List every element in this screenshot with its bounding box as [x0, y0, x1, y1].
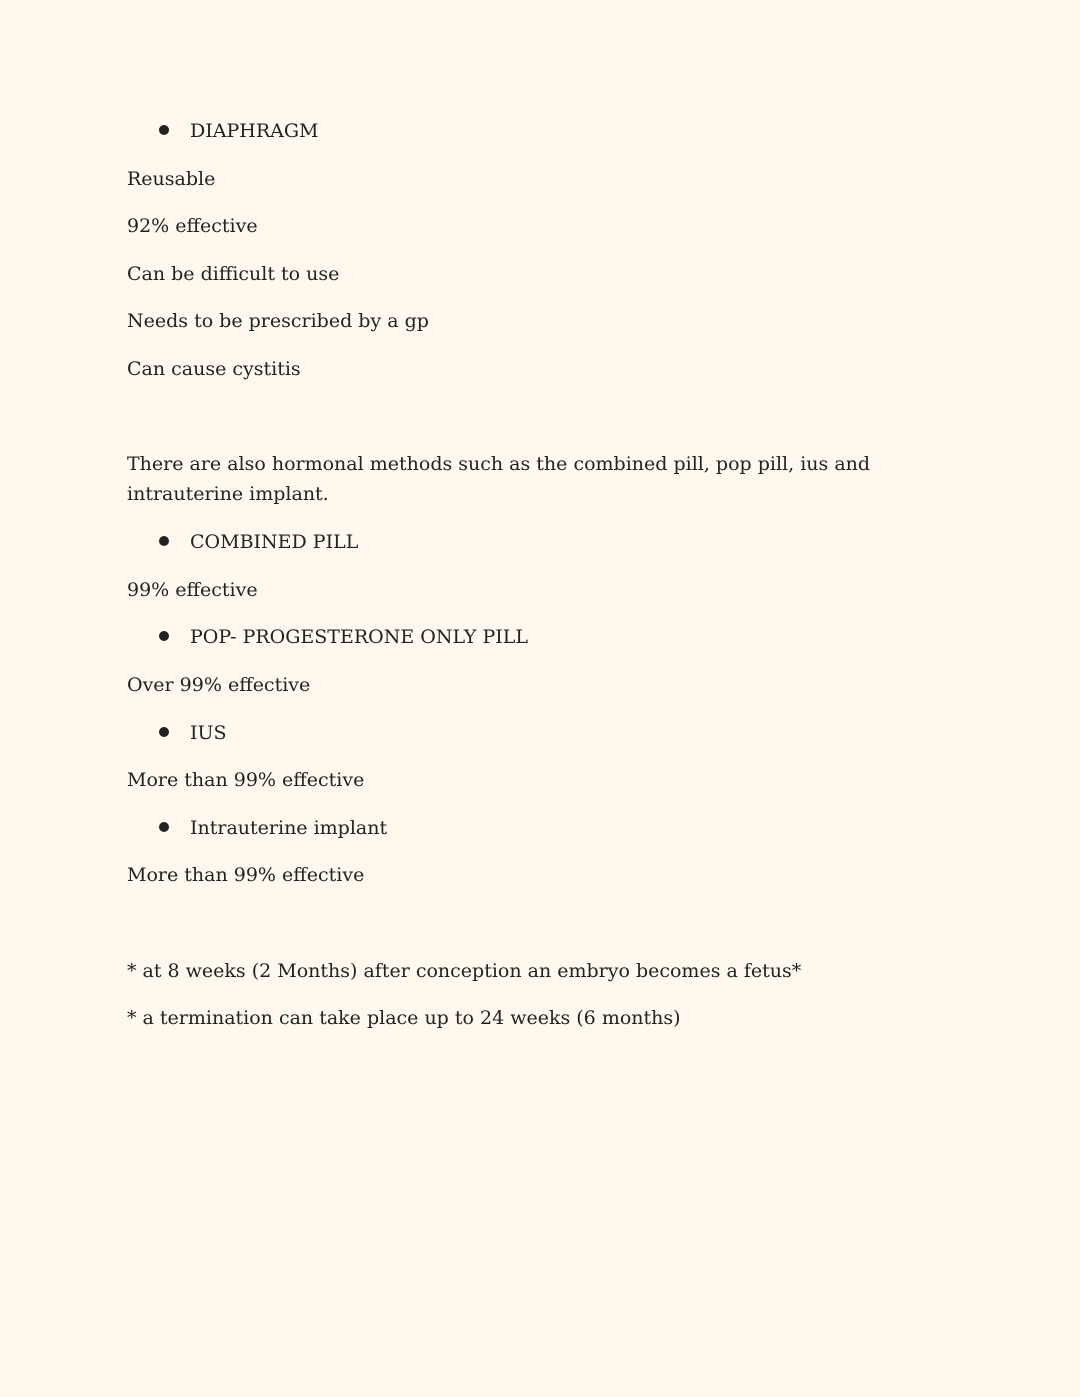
ius-heading: IUS	[190, 722, 227, 744]
bullet-dot-icon	[159, 822, 169, 832]
diaphragm-point: Can cause cystitis	[127, 358, 301, 380]
bullet-dot-icon	[159, 125, 169, 135]
hormonal-intro-paragraph: There are also hormonal methods such as the combined pill, pop pill, ius and intrauterine implant.	[127, 453, 871, 505]
bullet-dot-icon	[159, 631, 169, 641]
bullet-implant	[159, 813, 387, 843]
pop-heading: POP- PROGESTERONE ONLY PILL	[190, 626, 528, 648]
ius-detail: More than 99% effective	[127, 769, 365, 791]
bullet-dot-icon	[159, 727, 169, 737]
diaphragm-heading: DIAPHRAGM	[190, 120, 319, 142]
note-embryo-fetus: * at 8 weeks (2 Months) after conception an embryo becomes a fetus*	[127, 960, 802, 982]
combined-pill-detail: 99% effective	[127, 579, 258, 601]
implant-heading: Intrauterine implant	[190, 817, 388, 839]
bullet-combined-pill	[159, 527, 358, 557]
note-termination: * a termination can take place up to 24 weeks (6 months)	[127, 1007, 681, 1029]
bullet-diaphragm	[159, 116, 318, 146]
combined-pill-heading: COMBINED PILL	[190, 531, 359, 553]
bullet-dot-icon	[159, 536, 169, 546]
implant-detail: More than 99% effective	[127, 864, 365, 886]
diaphragm-point: 92% effective	[127, 215, 258, 237]
diaphragm-point: Needs to be prescribed by a gp	[127, 310, 429, 332]
diaphragm-point: Can be difficult to use	[127, 263, 340, 285]
diaphragm-point: Reusable	[127, 168, 216, 190]
bullet-ius	[159, 718, 227, 748]
bullet-pop	[159, 622, 528, 652]
pop-detail: Over 99% effective	[127, 674, 311, 696]
